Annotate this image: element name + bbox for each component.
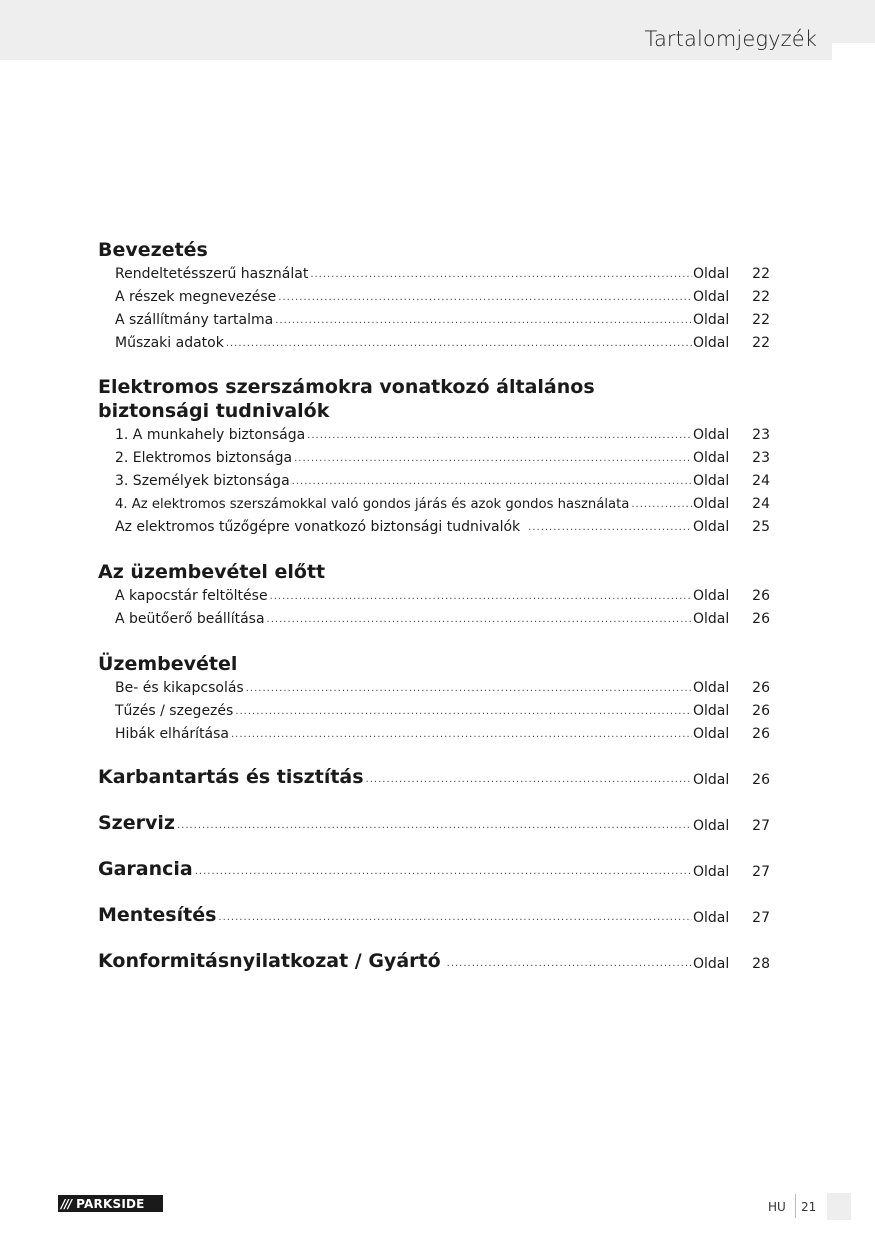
toc-entry-page: 26 [752, 703, 770, 719]
toc-entry[interactable] [115, 424, 770, 447]
footer-divider [795, 1194, 796, 1218]
toc-group-uzembevetel-elott [98, 560, 770, 631]
toc-entry-oldal: Oldal [693, 266, 730, 282]
dot-leader [235, 700, 692, 723]
footer-tab [827, 1193, 851, 1220]
dot-leader [366, 768, 692, 791]
dot-leader [270, 585, 692, 608]
toc-entry-label: A beütőerő beállítása [115, 611, 265, 627]
logo-slashes: /// [61, 1196, 72, 1211]
toc-entry-oldal: Oldal [693, 519, 730, 535]
toc-entry-label: A részek megnevezése [115, 289, 277, 305]
toc-chapter[interactable] [98, 762, 770, 792]
toc-entry-label: Műszaki adatok [115, 335, 224, 351]
toc-chapter-oldal: Oldal [693, 956, 730, 972]
section-title: Az üzembevétel előtt [98, 561, 326, 583]
toc-entry-page: 22 [752, 312, 770, 328]
toc-entry[interactable] [115, 332, 770, 355]
toc-entry[interactable] [115, 447, 770, 470]
page-title: Tartalomjegyzék [644, 27, 817, 51]
toc-entry-oldal: Oldal [693, 289, 730, 305]
dot-leader [195, 860, 692, 883]
toc-entry-label: Az elektromos tűzőgépre vonatkozó biztonsági tudnivalók [115, 519, 521, 535]
section-title-line2: biztonsági tudnivalók [98, 400, 330, 422]
toc-entry[interactable] [115, 470, 770, 493]
toc-entry-page: 23 [752, 450, 770, 466]
toc-entry-label: 1. A munkahely biztonsága [115, 427, 306, 443]
header-corner-tab [832, 43, 875, 60]
toc-chapter-oldal: Oldal [693, 818, 730, 834]
toc-chapter[interactable] [98, 946, 770, 976]
toc-entry-oldal: Oldal [693, 473, 730, 489]
toc-entry-label: 3. Személyek biztonsága [115, 473, 290, 489]
toc-entry-page: 24 [752, 473, 770, 489]
toc-entry-oldal: Oldal [693, 427, 730, 443]
toc-entry[interactable] [115, 608, 770, 631]
toc-entry-page: 26 [752, 680, 770, 696]
toc-entry-label: Hibák elhárítása [115, 726, 229, 742]
toc-entry[interactable] [115, 723, 770, 746]
dot-leader [226, 332, 692, 355]
toc-chapter-label: Karbantartás és tisztítás [98, 766, 364, 788]
toc-entry[interactable] [115, 493, 770, 516]
dot-leader [310, 263, 692, 286]
toc-chapter-page: 28 [752, 956, 770, 972]
toc-entry-page: 26 [752, 726, 770, 742]
toc-entry-oldal: Oldal [693, 611, 730, 627]
toc-entry-label: 2. Elektromos biztonsága [115, 450, 293, 466]
dot-leader [631, 493, 692, 516]
toc-entry-page: 25 [752, 519, 770, 535]
dot-leader [528, 516, 692, 539]
toc-chapter-page: 27 [752, 910, 770, 926]
dot-leader [292, 470, 692, 493]
dot-leader [294, 447, 692, 470]
toc-entry[interactable] [115, 263, 770, 286]
dot-leader [267, 608, 692, 631]
toc-chapter[interactable] [98, 808, 770, 838]
dot-leader [275, 309, 692, 332]
toc-chapter-page: 27 [752, 818, 770, 834]
toc-entry[interactable] [115, 286, 770, 309]
dot-leader [246, 677, 692, 700]
toc-chapter-label: Konformitásnyilatkozat / Gyártó [98, 950, 441, 972]
toc-entry-oldal: Oldal [693, 703, 730, 719]
toc-entry-page: 22 [752, 289, 770, 305]
section-title: Üzembevétel [98, 653, 238, 675]
toc-chapter[interactable] [98, 900, 770, 930]
toc-chapter[interactable] [98, 854, 770, 884]
toc-entry[interactable] [115, 677, 770, 700]
toc-group-biztonsagi [98, 376, 770, 539]
toc-chapter-oldal: Oldal [693, 772, 730, 788]
toc-chapter-page: 26 [752, 772, 770, 788]
toc-entry-page: 22 [752, 266, 770, 282]
section-title-line1: Elektromos szerszámokra vonatkozó általános [98, 376, 595, 398]
toc-entry-label: Tűzés / szegezés [115, 703, 234, 719]
dot-leader [278, 286, 692, 309]
toc-chapter-label: Mentesítés [98, 904, 217, 926]
toc-entry-label: A kapocstár feltöltése [115, 588, 268, 604]
toc-chapter-label: Garancia [98, 858, 193, 880]
toc-entry[interactable] [115, 585, 770, 608]
toc-entry-label: Be- és kikapcsolás [115, 680, 244, 696]
parkside-logo [58, 1195, 163, 1212]
toc-entry-oldal: Oldal [693, 496, 730, 512]
toc-entry[interactable] [115, 309, 770, 332]
language-code: HU [768, 1200, 786, 1214]
toc-entry-oldal: Oldal [693, 312, 730, 328]
toc-entry-oldal: Oldal [693, 726, 730, 742]
dot-leader [231, 723, 692, 746]
toc-group-uzembevetel [98, 652, 770, 746]
toc-group-bevezetes [98, 238, 770, 355]
toc-chapter-page: 27 [752, 864, 770, 880]
toc-entry-label: A szállítmány tartalma [115, 312, 274, 328]
table-of-contents [98, 238, 770, 976]
toc-entry-label: Rendeltetésszerű használat [115, 266, 309, 282]
toc-entry-label: 4. Az elektromos szerszámokkal való gondos járás és azok gondos használata [115, 497, 630, 512]
toc-entry-page: 26 [752, 611, 770, 627]
logo-text: PARKSIDE [76, 1196, 145, 1211]
toc-entry-page: 24 [752, 496, 770, 512]
dot-leader [218, 906, 692, 929]
section-title: Bevezetés [98, 239, 208, 261]
page-number: 21 [801, 1200, 817, 1214]
toc-entry-page: 22 [752, 335, 770, 351]
toc-chapter-oldal: Oldal [693, 910, 730, 926]
toc-entry-oldal: Oldal [693, 450, 730, 466]
header-bar [0, 0, 875, 60]
toc-entry-page: 26 [752, 588, 770, 604]
toc-entry-oldal: Oldal [693, 680, 730, 696]
dot-leader [447, 952, 692, 975]
toc-chapter-oldal: Oldal [693, 864, 730, 880]
toc-entry-page: 23 [752, 427, 770, 443]
toc-chapter-label: Szerviz [98, 812, 175, 834]
dot-leader [307, 424, 692, 447]
toc-entry[interactable] [115, 700, 770, 723]
toc-entry[interactable] [115, 516, 770, 539]
dot-leader [177, 814, 692, 837]
toc-entry-oldal: Oldal [693, 335, 730, 351]
toc-entry-oldal: Oldal [693, 588, 730, 604]
